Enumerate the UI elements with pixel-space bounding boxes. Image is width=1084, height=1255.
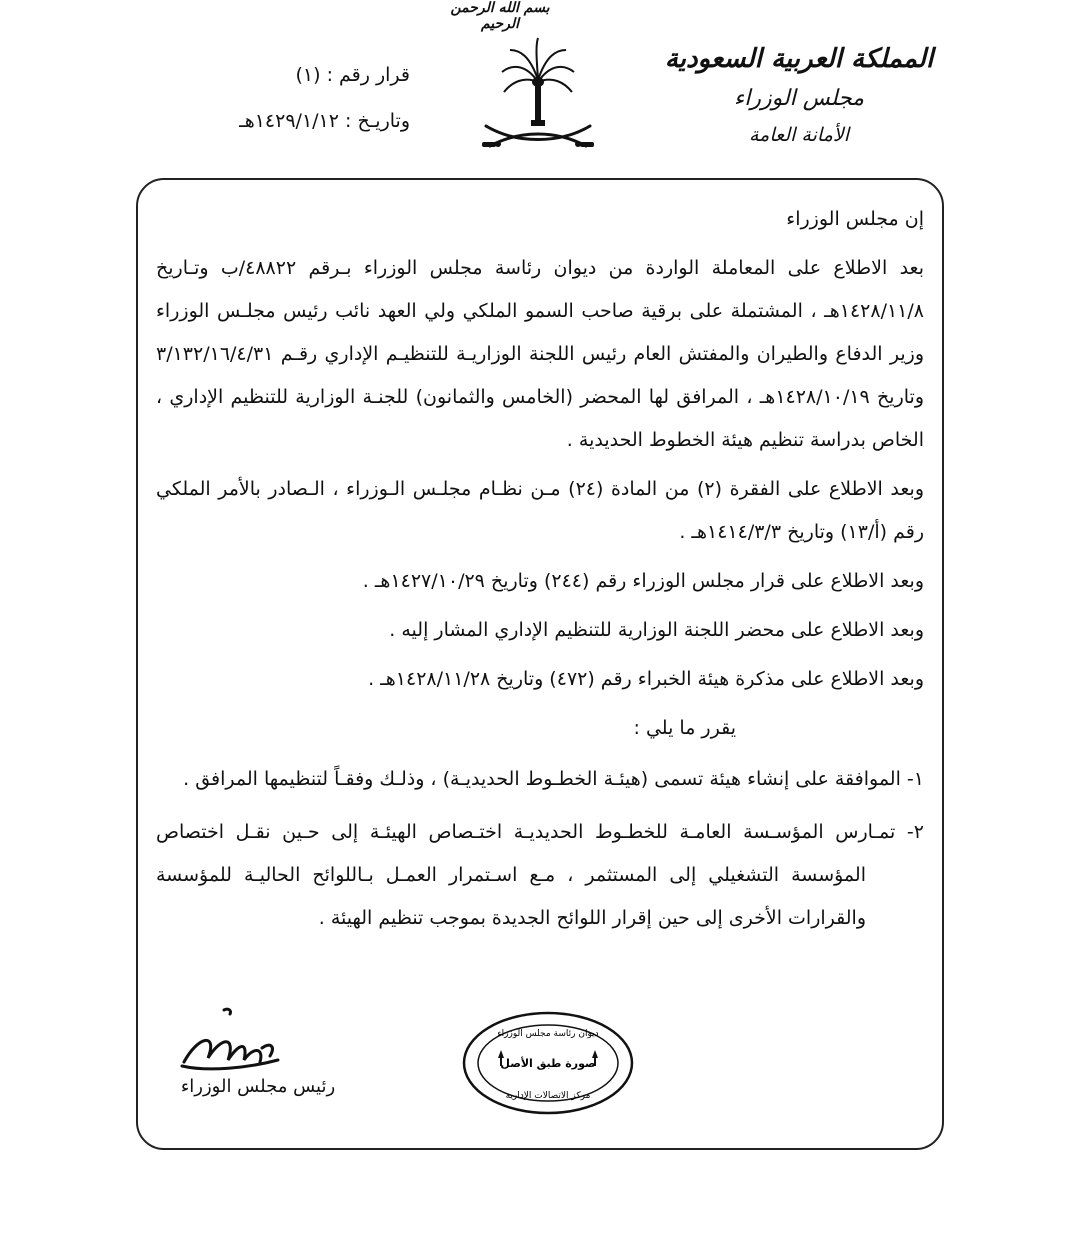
recital-paragraph: وبعد الاطلاع على مذكرة هيئة الخبراء رقم (٤٧٢) وتاريخ ١٤٢٨/١١/٢٨هـ .	[368, 668, 924, 690]
recital-paragraph: وبعد الاطلاع على محضر اللجنة الوزارية للتنظيم الإداري المشار إليه .	[389, 619, 924, 641]
recital-paragraph: وبعد الاطلاع على الفقرة (٢) من المادة (٢٤) مـن نظـام مجلـس الـوزراء ، الـصادر بالأمر الملكي رقم (أ/١٣) وتاريخ ١٤١٤/٣/٣هـ .	[156, 478, 924, 543]
stamp-line-3: مركز الاتصالات الإدارية	[505, 1091, 591, 1101]
decree-body	[156, 198, 924, 950]
opening-line: إن مجلس الوزراء	[786, 208, 924, 230]
stamp-line-2: صورة طبق الأصل	[500, 1057, 596, 1070]
signature-block	[150, 1000, 370, 1120]
council-name: مجلس الوزراء	[733, 86, 865, 111]
recital-paragraph: وبعد الاطلاع على قرار مجلس الوزراء رقم (٢٤٤) وتاريخ ١٤٢٧/١٠/٢٩هـ .	[362, 570, 924, 592]
stamp-line-1: ديوان رئاسة مجلس الوزراء	[497, 1029, 599, 1039]
secretariat-name: الأمانة العامة	[749, 124, 849, 146]
official-stamp-icon	[460, 1010, 636, 1116]
resolution-item: ٢- تمـارس المؤسـسة العامـة للخطـوط الحديديـة اختـصاص الهيئـة إلى حـين نقـل اختصاص المؤسسة التشغيلي إلى المستثمر ، مـع اسـتمرار العمـل بـاللوائح الحاليـة للمؤسسة والقرارات الأخرى إلى حين إقرار اللوائح الجديدة بموجب تنظيم الهيئة .	[156, 821, 924, 929]
decree-number: قرار رقم : (١)	[295, 64, 410, 86]
handwritten-signature-icon	[178, 1006, 298, 1076]
decree-reference	[170, 62, 410, 134]
kingdom-name: المملكة العربية السعودية	[664, 44, 934, 74]
signature-title: رئيس مجلس الوزراء	[180, 1076, 336, 1097]
letterhead	[664, 42, 934, 152]
recital-paragraph: بعد الاطلاع على المعاملة الواردة من ديوان رئاسة مجلس الوزراء بـرقم ٤٨٨٢٢/ب وتـاريخ ١٤٢٨/١١/٨هـ ، المشتملة على برقية صاحب السمو الملكي ولي العهد نائب رئيس مجلـس الوزراء وزير الدفاع والطيران والمفتش العام رئيس اللجنة الوزاريـة للتنظيـم الإداري رقـم ٣/١٣٢/١٦/٤/٣١ وتاريخ ١٤٢٨/١٠/١٩هـ ، المرافق لها المحضر (الخامس والثمانون) للجنـة الوزارية للتنظيم الإداري ، الخاص بدراسة تنظيم هيئة الخطوط الحديدية .	[156, 257, 924, 451]
resolves-heading: يقرر ما يلي :	[633, 717, 736, 739]
palm-swords-emblem-icon	[476, 34, 600, 158]
resolution-item: ١- الموافقة على إنشاء هيئة تسمى (هيئـة الخطـوط الحديديـة) ، وذلـك وفقـاً لتنظيمها المرافق .	[183, 768, 924, 790]
basmala: بسم الله الرحمن الرحيم	[450, 0, 550, 32]
decree-date: وتاريـخ : ١٤٢٩/١/١٢هـ	[239, 110, 410, 132]
